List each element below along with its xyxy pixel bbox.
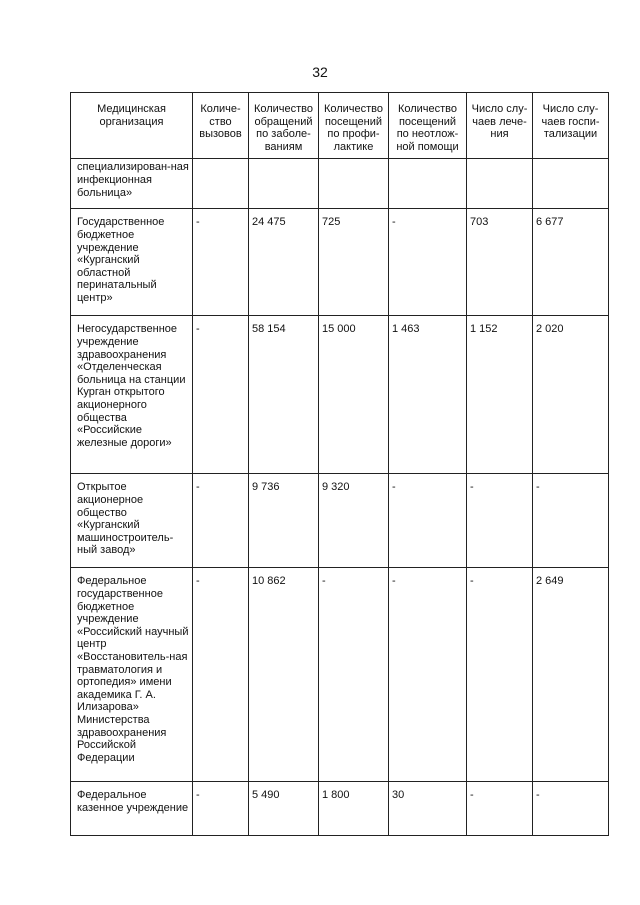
medical-organizations-table — [70, 92, 609, 836]
hospitalization-cases: 2 649 — [533, 568, 609, 782]
disease-visits: 10 862 — [249, 568, 319, 782]
preventive-visits: 9 320 — [319, 474, 389, 568]
column-header: Количе-ство вызовов — [193, 93, 249, 159]
table-row — [71, 316, 609, 474]
urgent-care-visits: 30 — [389, 782, 467, 836]
disease-visits: 24 475 — [249, 209, 319, 316]
calls-count — [193, 159, 249, 209]
treatment-cases: - — [467, 568, 533, 782]
column-header: Число слу-чаев госпи-тализации — [533, 93, 609, 159]
treatment-cases: 703 — [467, 209, 533, 316]
organization-name: Государственное бюджетное учреждение «Курганский областной перинатальный центр» — [71, 209, 193, 316]
hospitalization-cases: 2 020 — [533, 316, 609, 474]
hospitalization-cases — [533, 159, 609, 209]
table-row — [71, 782, 609, 836]
column-header: Количество обращений по заболе-ваниям — [249, 93, 319, 159]
organization-name: Открытое акционерное общество «Курганский машиностроитель-ный завод» — [71, 474, 193, 568]
page-number: 32 — [312, 64, 328, 80]
preventive-visits: 15 000 — [319, 316, 389, 474]
column-header: Количество посещений по профи-лактике — [319, 93, 389, 159]
table-row — [71, 568, 609, 782]
treatment-cases: - — [467, 782, 533, 836]
urgent-care-visits — [389, 159, 467, 209]
urgent-care-visits: - — [389, 474, 467, 568]
organization-name: Федеральное казенное учреждение — [71, 782, 193, 836]
calls-count: - — [193, 782, 249, 836]
column-header: Медицинская организация — [71, 93, 193, 159]
treatment-cases — [467, 159, 533, 209]
treatment-cases: - — [467, 474, 533, 568]
treatment-cases: 1 152 — [467, 316, 533, 474]
disease-visits: 9 736 — [249, 474, 319, 568]
urgent-care-visits: 1 463 — [389, 316, 467, 474]
calls-count: - — [193, 209, 249, 316]
organization-name: специализирован-ная инфекционная больница» — [71, 159, 193, 209]
table-container — [70, 92, 608, 836]
hospitalization-cases: - — [533, 782, 609, 836]
calls-count: - — [193, 316, 249, 474]
column-header: Количество посещений по неотлож-ной помощи — [389, 93, 467, 159]
table-row — [71, 159, 609, 209]
disease-visits — [249, 159, 319, 209]
preventive-visits: 725 — [319, 209, 389, 316]
preventive-visits: 1 800 — [319, 782, 389, 836]
organization-name: Федеральное государственное бюджетное учреждение «Российский научный центр «Восстановитель-ная травматология и ортопедия» имени академика Г. А. Илизарова» Министерства здравоохранения Российской Федерации — [71, 568, 193, 782]
hospitalization-cases: - — [533, 474, 609, 568]
preventive-visits — [319, 159, 389, 209]
table-row — [71, 209, 609, 316]
urgent-care-visits: - — [389, 568, 467, 782]
calls-count: - — [193, 474, 249, 568]
preventive-visits: - — [319, 568, 389, 782]
calls-count: - — [193, 568, 249, 782]
organization-name: Негосударственное учреждение здравоохранения «Отделенческая больница на станции Курган открытого акционерного общества «Российские железные дороги» — [71, 316, 193, 474]
hospitalization-cases: 6 677 — [533, 209, 609, 316]
table-header-row — [71, 93, 609, 159]
urgent-care-visits: - — [389, 209, 467, 316]
column-header: Число слу-чаев лече-ния — [467, 93, 533, 159]
table-row — [71, 474, 609, 568]
disease-visits: 58 154 — [249, 316, 319, 474]
disease-visits: 5 490 — [249, 782, 319, 836]
